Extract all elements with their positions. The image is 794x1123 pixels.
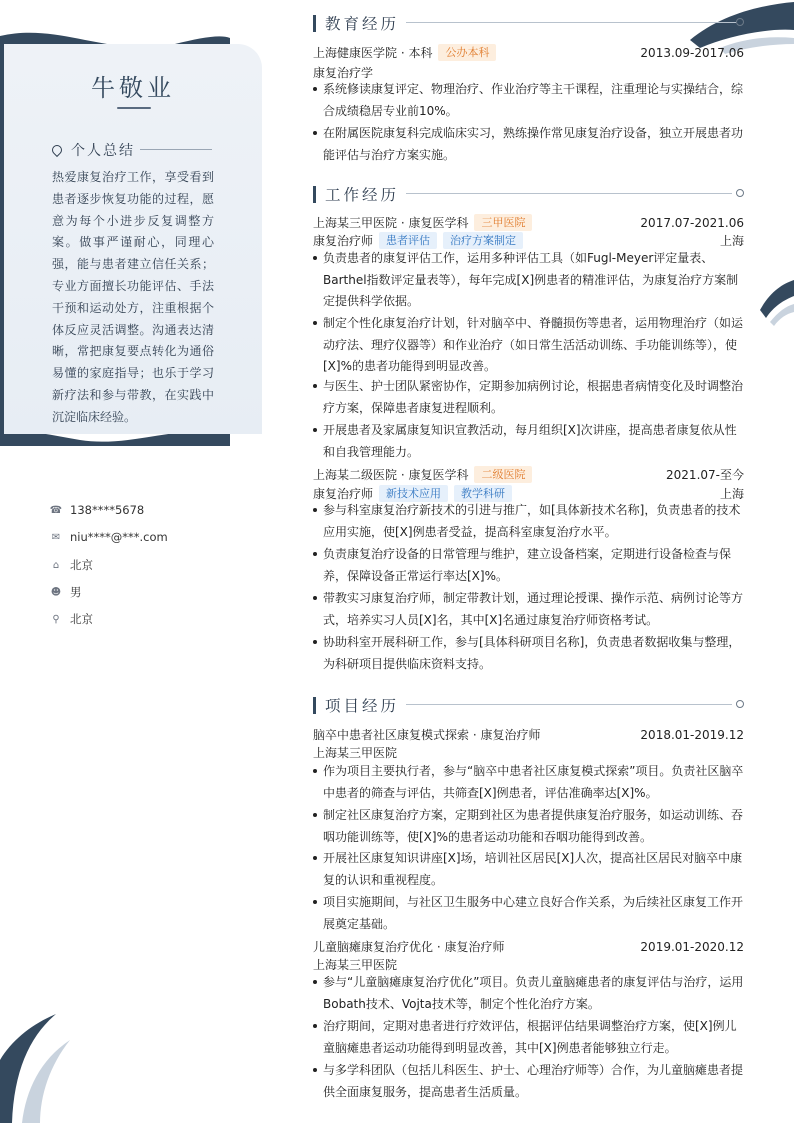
education-divider xyxy=(406,22,736,23)
circle-icon xyxy=(736,700,744,708)
email-icon: ✉ xyxy=(51,531,61,543)
project-name: 儿童脑瘫康复治疗优化 · 康复治疗师 xyxy=(313,940,505,954)
circle-icon xyxy=(736,189,744,197)
job-period: 2017.07-2021.06 xyxy=(640,215,744,230)
job-header xyxy=(313,214,744,231)
job-tag: 三甲医院 xyxy=(474,214,532,231)
education-bullet: 在附属医院康复科完成临床实习，熟练操作常见康复治疗设备，独立开展患者功能评估与治疗方案实施。 xyxy=(313,123,744,166)
job-tag: 二级医院 xyxy=(474,466,532,483)
job-period: 2021.07-至今 xyxy=(666,468,744,482)
job-bullet: 带教实习康复治疗师，制定带教计划，通过理论授课、操作示范、病例讨论等方式，培养实习人员[X]名，其中[X]名通过康复治疗师资格考试。 xyxy=(313,588,744,631)
work-divider xyxy=(406,193,732,194)
job-city: 上海 xyxy=(719,487,744,501)
project-period: 2018.01-2019.12 xyxy=(640,727,744,742)
heading-bar xyxy=(313,697,316,714)
projects-heading xyxy=(313,694,399,716)
skill-tag: 新技术应用 xyxy=(379,485,448,502)
location-value: 北京 xyxy=(70,612,93,626)
job-bullet: 协助科室开展科研工作，参与[具体科研项目名称]，负责患者数据收集与整理，为科研项目提供临床资料支持。 xyxy=(313,632,744,675)
contact-home xyxy=(50,557,93,573)
location-icon: ⚲ xyxy=(52,613,60,625)
skill-tag: 治疗方案制定 xyxy=(443,232,523,249)
job-bullet: 与医生、护士团队紧密协作，定期参加病例讨论，根据患者病情变化及时调整治疗方案，保障患者康复进程顺利。 xyxy=(313,376,744,419)
education-title: 教育经历 xyxy=(325,15,400,33)
job-bullet: 参与科室康复治疗新技术的引进与推广，如[具体新技术名称]，负责患者的技术应用实施，使[X]例患者受益，提高科室康复治疗水平。 xyxy=(313,500,744,543)
education-bullet: 系统修读康复评定、物理治疗、作业治疗等主干课程，注重理论与实操结合，综合成绩稳居专业前10%。 xyxy=(313,79,744,122)
major-name: 康复治疗学 xyxy=(313,66,374,80)
job-bullet: 制定个性化康复治疗计划，针对脑卒中、脊髓损伤等患者，运用物理治疗（如运动疗法、理疗仪器等）和作业治疗（如日常生活活动训练、手功能训练等），使[X]%的患者功能得到明显改善。 xyxy=(313,313,744,378)
work-title: 工作经历 xyxy=(325,186,400,204)
location-pin-icon xyxy=(50,143,64,157)
project-period: 2019.01-2020.12 xyxy=(640,939,744,954)
job-city: 上海 xyxy=(719,234,744,248)
project-bullet: 项目实施期间，与社区卫生服务中心建立良好合作关系，为后续社区康复工作开展奠定基础。 xyxy=(313,892,744,935)
home-icon: ⌂ xyxy=(52,559,60,571)
heading-bar xyxy=(313,15,316,32)
school-name: 上海健康医学院 · 本科 xyxy=(313,46,433,60)
projects-title: 项目经历 xyxy=(325,697,400,715)
summary-text: 热爱康复治疗工作，享受看到患者逐步恢复功能的过程，愿意为每个小进步反复调整方案。做事严谨耐心，同理心强，能与患者建立信任关系；专业方面擅长功能评估、手法干预和运动处方，注重根据个体反应灵活调整。沟通表达清晰，常把康复要点转化为通俗易懂的家庭指导；也乐于学习新疗法和参与带教，在实践中沉淀临床经验。 xyxy=(52,170,214,424)
education-header xyxy=(313,44,744,61)
education-period: 2013.09-2017.06 xyxy=(640,45,744,60)
email-value: niu****@***.com xyxy=(70,530,168,544)
project-org: 上海某三甲医院 xyxy=(313,746,398,760)
summary-heading xyxy=(52,140,135,160)
contact-location xyxy=(50,611,93,627)
projects-divider xyxy=(406,704,732,705)
summary-divider xyxy=(140,149,212,150)
contact-email xyxy=(50,530,168,544)
heading-bar xyxy=(313,186,316,203)
job-bullet: 负责患者的康复评估工作，运用多种评估工具（如Fugl-Meyer评定量表、Barthel指数评定量表等），每年完成[X]例患者的精准评估，为康复治疗方案制定提供科学依据。 xyxy=(313,248,744,313)
project-bullet: 参与“儿童脑瘫康复治疗优化”项目。负责儿童脑瘫患者的康复评估与治疗，运用Bobath技术、Vojta技术等，制定个性化治疗方案。 xyxy=(313,972,744,1015)
project-bullet: 治疗期间，定期对患者进行疗效评估，根据评估结果调整治疗方案，使[X]例儿童脑瘫患者运动功能得到明显改善，其中[X]例患者能够独立行走。 xyxy=(313,1016,744,1059)
summary-title: 个人总结 xyxy=(71,143,135,159)
project-bullet: 开展社区康复知识讲座[X]场，培训社区居民[X]人次，提高社区居民对脑卒中康复的认识和重视程度。 xyxy=(313,848,744,891)
job-role-row xyxy=(313,232,744,249)
job-bullet: 开展患者及家属康复知识宣教活动，每月组织[X]次讲座，提高患者康复依从性和自我管理能力。 xyxy=(313,420,744,463)
circle-icon xyxy=(736,18,744,26)
job-role: 康复治疗师 xyxy=(313,234,374,248)
job-org: 上海某三甲医院 · 康复医学科 xyxy=(313,216,469,230)
phone-icon: ☎ xyxy=(49,504,63,516)
project-org-row xyxy=(313,744,744,761)
project-header xyxy=(313,938,744,955)
phone-value: 138****5678 xyxy=(70,503,145,517)
skill-tag: 教学科研 xyxy=(454,485,512,502)
candidate-name: 牛敬业 xyxy=(91,74,175,102)
project-org: 上海某三甲医院 xyxy=(313,958,398,972)
contact-phone xyxy=(50,503,144,517)
education-heading xyxy=(313,12,399,34)
school-tag: 公办本科 xyxy=(438,44,496,61)
job-role: 康复治疗师 xyxy=(313,487,374,501)
job-header xyxy=(313,466,744,483)
project-name: 脑卒中患者社区康复模式探索 · 康复治疗师 xyxy=(313,728,541,742)
project-org-row xyxy=(313,956,744,973)
project-bullet: 与多学科团队（包括儿科医生、护士、心理治疗师等）合作，为儿童脑瘫患者提供全面康复服务，提高患者生活质量。 xyxy=(313,1060,744,1103)
name-underline xyxy=(117,107,151,109)
gender-icon: ☻ xyxy=(50,586,62,598)
project-header xyxy=(313,726,744,743)
home-value: 北京 xyxy=(70,558,93,572)
skill-tag: 患者评估 xyxy=(379,232,437,249)
project-bullet: 制定社区康复治疗方案，定期到社区为患者提供康复治疗服务，如运动训练、吞咽功能训练等，使[X]%的患者运动功能和吞咽功能得到改善。 xyxy=(313,805,744,848)
project-bullet: 作为项目主要执行者，参与“脑卒中患者社区康复模式探索”项目。负责社区脑卒中患者的筛查与评估，共筛查[X]例患者，评估准确率达[X]%。 xyxy=(313,761,744,804)
gender-value: 男 xyxy=(70,585,82,599)
job-bullet: 负责康复治疗设备的日常管理与维护，建立设备档案，定期进行设备检查与保养，保障设备正常运行率达[X]%。 xyxy=(313,544,744,587)
work-heading xyxy=(313,183,399,205)
contact-gender xyxy=(50,584,82,600)
job-org: 上海某二级医院 · 康复医学科 xyxy=(313,468,469,482)
